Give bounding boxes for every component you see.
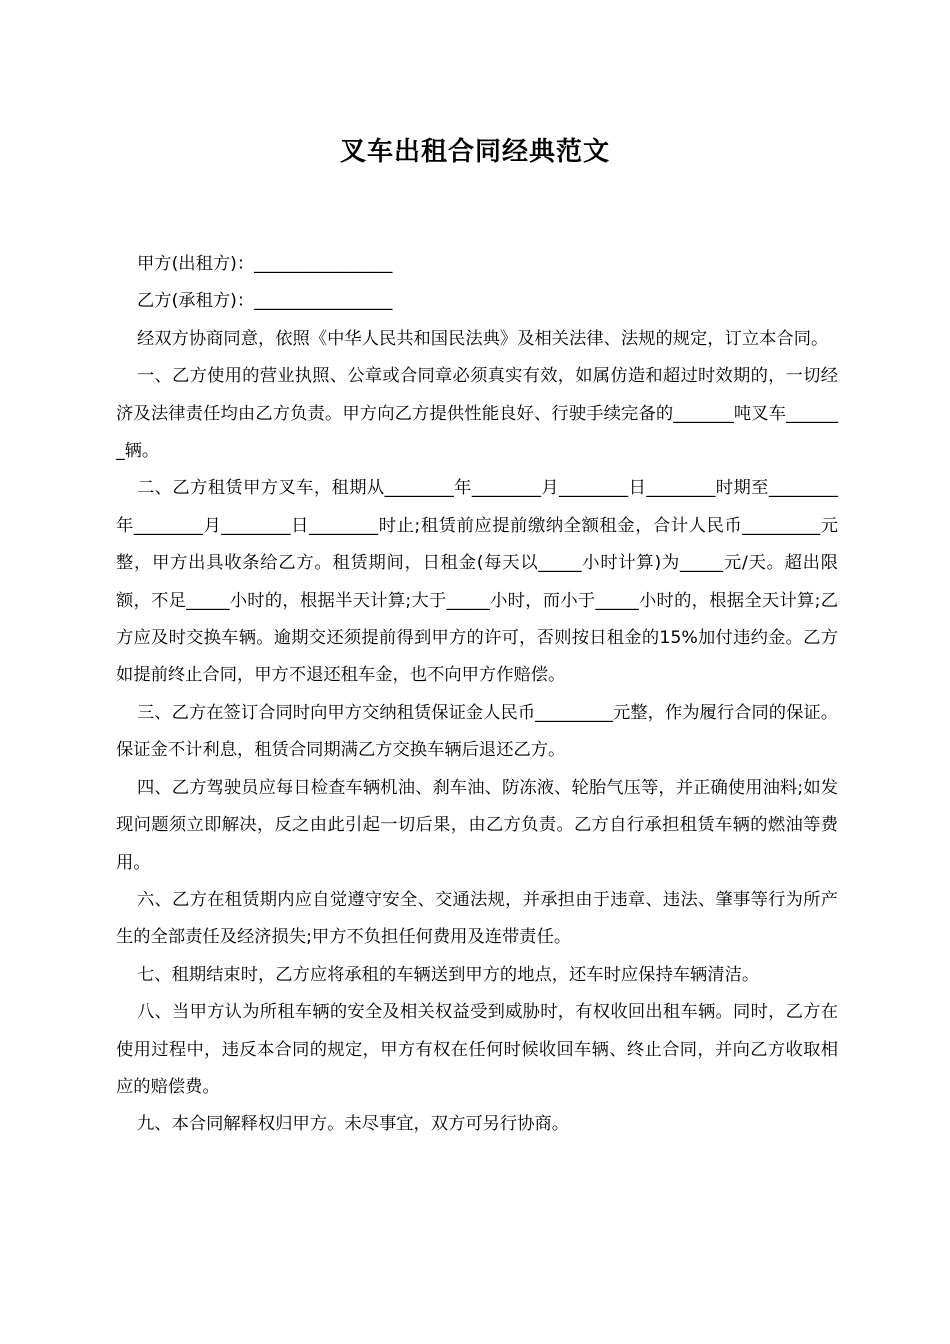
party-b-line: 乙方(承租方)：________________ — [137, 291, 393, 312]
preamble-paragraph: 经双方协商同意，依照《中华人民共和国民法典》及相关法律、法规的规定，订立本合同。 — [137, 328, 829, 349]
document-body — [116, 246, 838, 1144]
party-a-line: 甲方(出租方)：________________ — [137, 254, 393, 274]
clause-1-paragraph: 一、乙方使用的营业执照、公章或合同章必须真实有效，如属仿造和超过时效期的，一切经济及法律责任均由乙方负责。甲方向乙方提供性能良好、行驶手续完备的_______吨叉车_______辆。 — [116, 366, 838, 462]
clause-4-paragraph: 四、乙方驾驶员应每日检查车辆机油、刹车油、防冻液、轮胎气压等，并正确使用油料;如发现问题须立即解决，反之由此引起一切后果，由乙方负责。乙方自行承担租赁车辆的燃油等费用。 — [116, 777, 838, 873]
clause-8-paragraph: 八、当甲方认为所租车辆的安全及相关权益受到威胁时，有权收回出租车辆。同时，乙方在使用过程中，违反本合同的规定，甲方有权在任何时候收回车辆、终止合同，并向乙方收取相应的赔偿费。 — [116, 1002, 838, 1097]
clause-9-paragraph: 九、本合同解释权归甲方。未尽事宜，双方可另行协商。 — [137, 1114, 570, 1135]
document-title: 叉车出租合同经典范文 — [339, 137, 610, 167]
clause-7-paragraph: 七、租期结束时，乙方应将承租的车辆送到甲方的地点，还车时应保持车辆清洁。 — [137, 964, 760, 985]
clause-3-paragraph: 三、乙方在签订合同时向甲方交纳租赁保证金人民币_________元整，作为履行合同的保证。保证金不计利息，租赁合同期满乙方交换车辆后退还乙方。 — [116, 702, 838, 761]
clause-6-paragraph: 六、乙方在租赁期内应自觉遵守安全、交通法规，并承担由于违章、违法、肇事等行为所产生的全部责任及经济损失;甲方不负担任何费用及连带责任。 — [116, 889, 838, 948]
clause-2-paragraph: 二、乙方租赁甲方叉车，租期从________年________月________日________时期至________年________月________日________时止;租赁前应提前缴纳全额租金，合计人民币_________元整，甲方出具收条给乙方。租赁期间，日租金(每天以_____小时计算)为_____元/天。超出限额，不足_____小时的，根据半天计算;大于_____小时，而小于_____小时的，根据全天计算;乙方应及时交换车辆。逾期交还须提前得到甲方的许可，否则按日租金的15%加付违约金。乙方如提前终止合同，甲方不退还租车金，也不向甲方作赔偿。 — [116, 478, 838, 686]
